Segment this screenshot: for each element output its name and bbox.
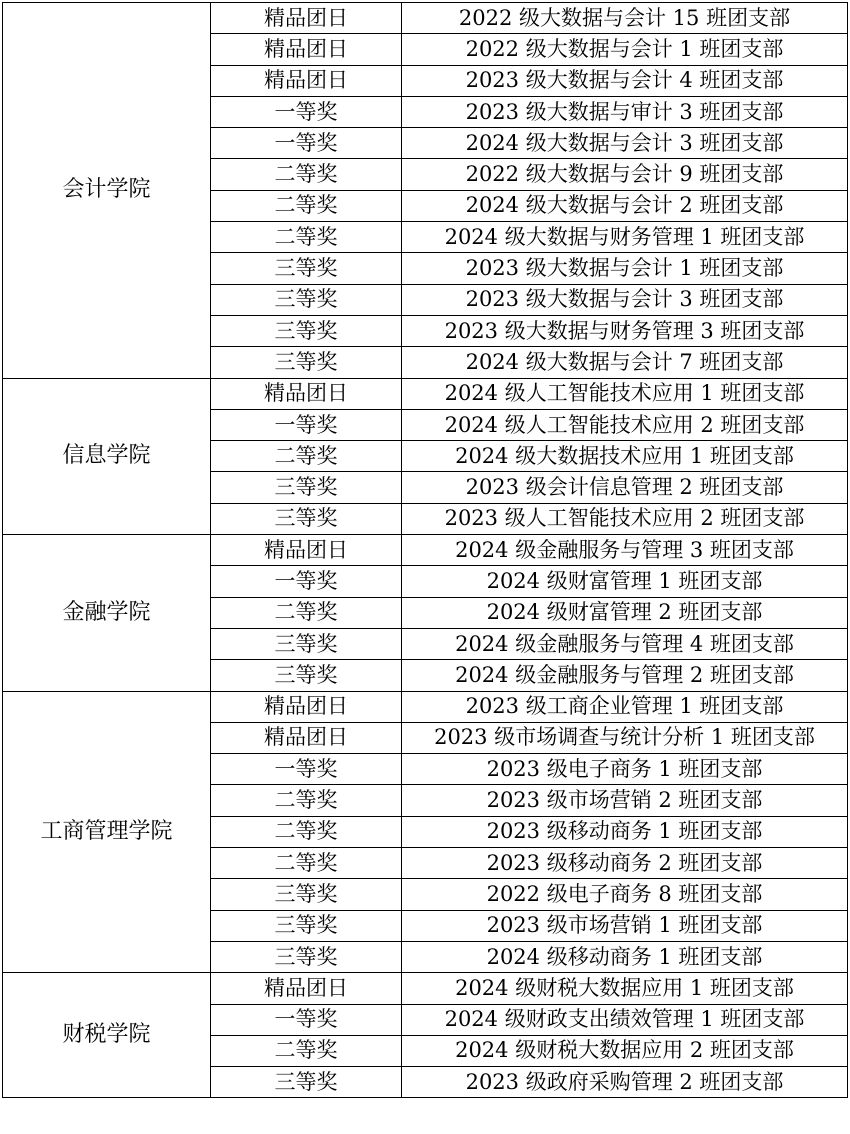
table-row <box>3 3 848 34</box>
league-branch-cell: 2024 级大数据与会计 7 班团支部 <box>402 347 848 378</box>
league-branch-cell: 2024 级财税大数据应用 2 班团支部 <box>402 1035 848 1066</box>
college-name-cell: 金融学院 <box>3 535 211 691</box>
league-branch-cell: 2024 级财富管理 2 班团支部 <box>402 597 848 628</box>
award-table <box>2 2 848 1098</box>
league-branch-cell: 2024 级大数据与财务管理 1 班团支部 <box>402 222 848 253</box>
award-level-cell: 二等奖 <box>211 597 402 628</box>
league-branch-cell: 2023 级大数据与会计 4 班团支部 <box>402 65 848 96</box>
award-level-cell: 二等奖 <box>211 848 402 879</box>
award-level-cell: 三等奖 <box>211 315 402 346</box>
league-branch-cell: 2023 级大数据与财务管理 3 班团支部 <box>402 315 848 346</box>
award-level-cell: 三等奖 <box>211 347 402 378</box>
award-level-cell: 精品团日 <box>211 378 402 409</box>
college-name-cell: 财税学院 <box>3 973 211 1098</box>
award-level-cell: 一等奖 <box>211 566 402 597</box>
award-table-body <box>3 3 848 1098</box>
award-level-cell: 精品团日 <box>211 34 402 65</box>
award-level-cell: 三等奖 <box>211 503 402 534</box>
award-level-cell: 三等奖 <box>211 660 402 691</box>
table-row <box>3 535 848 566</box>
award-level-cell: 二等奖 <box>211 441 402 472</box>
award-level-cell: 二等奖 <box>211 816 402 847</box>
league-branch-cell: 2024 级财税大数据应用 1 班团支部 <box>402 973 848 1004</box>
league-branch-cell: 2023 级移动商务 2 班团支部 <box>402 848 848 879</box>
league-branch-cell: 2024 级大数据与会计 3 班团支部 <box>402 128 848 159</box>
award-level-cell: 精品团日 <box>211 3 402 34</box>
award-level-cell: 三等奖 <box>211 1067 402 1098</box>
league-branch-cell: 2024 级人工智能技术应用 1 班团支部 <box>402 378 848 409</box>
league-branch-cell: 2023 级市场营销 1 班团支部 <box>402 910 848 941</box>
award-level-cell: 一等奖 <box>211 96 402 127</box>
league-branch-cell: 2024 级移动商务 1 班团支部 <box>402 941 848 972</box>
award-level-cell: 二等奖 <box>211 785 402 816</box>
college-name-cell: 信息学院 <box>3 378 211 534</box>
award-level-cell: 精品团日 <box>211 722 402 753</box>
award-level-cell: 二等奖 <box>211 190 402 221</box>
league-branch-cell: 2023 级大数据与审计 3 班团支部 <box>402 96 848 127</box>
award-level-cell: 三等奖 <box>211 941 402 972</box>
table-row <box>3 378 848 409</box>
league-branch-cell: 2023 级移动商务 1 班团支部 <box>402 816 848 847</box>
league-branch-cell: 2022 级电子商务 8 班团支部 <box>402 879 848 910</box>
table-row <box>3 691 848 722</box>
league-branch-cell: 2024 级大数据技术应用 1 班团支部 <box>402 441 848 472</box>
league-branch-cell: 2024 级金融服务与管理 2 班团支部 <box>402 660 848 691</box>
award-level-cell: 三等奖 <box>211 253 402 284</box>
award-level-cell: 一等奖 <box>211 1004 402 1035</box>
award-level-cell: 三等奖 <box>211 472 402 503</box>
league-branch-cell: 2024 级大数据与会计 2 班团支部 <box>402 190 848 221</box>
award-level-cell: 一等奖 <box>211 754 402 785</box>
award-level-cell: 三等奖 <box>211 628 402 659</box>
award-level-cell: 二等奖 <box>211 1035 402 1066</box>
table-row <box>3 973 848 1004</box>
league-branch-cell: 2024 级人工智能技术应用 2 班团支部 <box>402 409 848 440</box>
college-name-cell: 会计学院 <box>3 3 211 379</box>
league-branch-cell: 2023 级人工智能技术应用 2 班团支部 <box>402 503 848 534</box>
league-branch-cell: 2023 级电子商务 1 班团支部 <box>402 754 848 785</box>
league-branch-cell: 2024 级财富管理 1 班团支部 <box>402 566 848 597</box>
award-level-cell: 一等奖 <box>211 409 402 440</box>
league-branch-cell: 2023 级工商企业管理 1 班团支部 <box>402 691 848 722</box>
league-branch-cell: 2023 级市场调查与统计分析 1 班团支部 <box>402 722 848 753</box>
league-branch-cell: 2023 级会计信息管理 2 班团支部 <box>402 472 848 503</box>
league-branch-cell: 2022 级大数据与会计 9 班团支部 <box>402 159 848 190</box>
league-branch-cell: 2022 级大数据与会计 15 班团支部 <box>402 3 848 34</box>
award-level-cell: 一等奖 <box>211 128 402 159</box>
league-branch-cell: 2023 级大数据与会计 3 班团支部 <box>402 284 848 315</box>
league-branch-cell: 2023 级市场营销 2 班团支部 <box>402 785 848 816</box>
award-level-cell: 三等奖 <box>211 910 402 941</box>
award-level-cell: 二等奖 <box>211 159 402 190</box>
league-branch-cell: 2024 级金融服务与管理 4 班团支部 <box>402 628 848 659</box>
league-branch-cell: 2024 级财政支出绩效管理 1 班团支部 <box>402 1004 848 1035</box>
league-branch-cell: 2023 级大数据与会计 1 班团支部 <box>402 253 848 284</box>
award-level-cell: 三等奖 <box>211 879 402 910</box>
league-branch-cell: 2022 级大数据与会计 1 班团支部 <box>402 34 848 65</box>
award-level-cell: 精品团日 <box>211 973 402 1004</box>
league-branch-cell: 2024 级金融服务与管理 3 班团支部 <box>402 535 848 566</box>
award-level-cell: 精品团日 <box>211 691 402 722</box>
league-branch-cell: 2023 级政府采购管理 2 班团支部 <box>402 1067 848 1098</box>
award-level-cell: 二等奖 <box>211 222 402 253</box>
award-level-cell: 三等奖 <box>211 284 402 315</box>
award-level-cell: 精品团日 <box>211 535 402 566</box>
college-name-cell: 工商管理学院 <box>3 691 211 973</box>
award-level-cell: 精品团日 <box>211 65 402 96</box>
